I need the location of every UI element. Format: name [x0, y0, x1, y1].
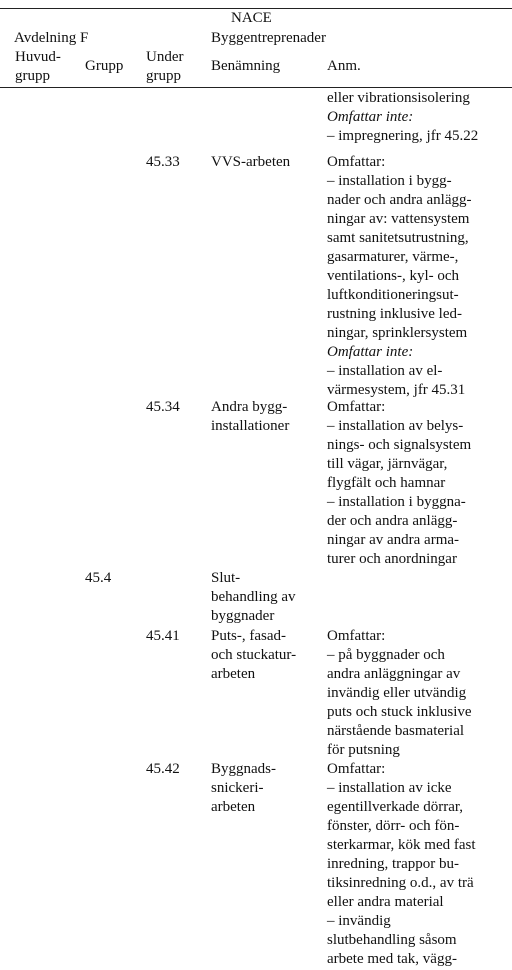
- avdelning-label: Avdelning F: [14, 30, 89, 46]
- anm-line: invändig eller utvändig: [327, 685, 467, 701]
- anm-line: värmesystem, jfr 45.31: [327, 382, 466, 398]
- benamning-line: VVS-arbeten: [211, 154, 291, 170]
- anm-line: turer och anordningar: [327, 551, 457, 567]
- anm-line: – installation i bygg-: [327, 173, 452, 189]
- anm-line: gasarmaturer, värme-,: [327, 249, 459, 265]
- undergrupp-code: 45.34: [146, 399, 180, 415]
- anm-line: Omfattar:: [327, 399, 386, 415]
- anm-line: ningar av: vattensystem: [327, 211, 470, 227]
- section-title: Byggentreprenader: [211, 30, 326, 46]
- benamning-line: och stuckatur-: [211, 647, 297, 663]
- undergrupp-code: 45.42: [146, 761, 180, 777]
- anm-line: samt sanitetsutrustning,: [327, 230, 469, 246]
- col-header-huvudgrupp-2: grupp: [15, 68, 50, 84]
- anm-line: nings- och signalsystem: [327, 437, 472, 453]
- benamning-line: installationer: [211, 418, 290, 434]
- anm-line: Omfattar:: [327, 628, 386, 644]
- anm-line: för putsning: [327, 742, 400, 758]
- anm-line: der och andra anlägg-: [327, 513, 458, 529]
- anm-line: rustning inklusive led-: [327, 306, 462, 322]
- benamning-line: Byggnads-: [211, 761, 276, 777]
- anm-line: Omfattar:: [327, 761, 386, 777]
- anm-line: – impregnering, jfr 45.22: [327, 128, 479, 144]
- anm-line: inredning, trappor bu-: [327, 856, 460, 872]
- undergrupp-code: 45.33: [146, 154, 180, 170]
- anm-line: – installation av belys-: [327, 418, 464, 434]
- anm-line: puts och stuck inklusive: [327, 704, 472, 720]
- anm-line: luftkonditioneringsut-: [327, 287, 459, 303]
- anm-line: eller vibrationsisolering: [327, 90, 470, 106]
- anm-line: Omfattar inte:: [327, 109, 414, 125]
- benamning-line: Puts-, fasad-: [211, 628, 286, 644]
- anm-line: andra anläggningar av: [327, 666, 461, 682]
- anm-line: – invändig: [327, 913, 391, 929]
- anm-line: tiksinredning o.d., av trä: [327, 875, 474, 891]
- anm-line: sterkarmar, kök med fast: [327, 837, 476, 853]
- grupp-code: 45.4: [85, 570, 112, 586]
- anm-line: – på byggnader och: [327, 647, 445, 663]
- col-header-undergrupp-1: Under: [146, 49, 184, 65]
- anm-line: till vägar, järnvägar,: [327, 456, 448, 472]
- anm-line: ningar av andra arma-: [327, 532, 460, 548]
- benamning-line: Andra bygg-: [211, 399, 288, 415]
- anm-line: – installation i byggna-: [327, 494, 466, 510]
- col-header-benamning: Benämning: [211, 58, 281, 74]
- anm-line: nader och andra anlägg-: [327, 192, 472, 208]
- col-header-anm: Anm.: [327, 58, 361, 74]
- anm-line: närstående basmaterial: [327, 723, 465, 739]
- nace-label: NACE: [231, 10, 272, 26]
- anm-line: ningar, sprinklersystem: [327, 325, 468, 341]
- benamning-line: snickeri-: [211, 780, 264, 796]
- anm-line: – installation av el-: [327, 363, 443, 379]
- benamning-line: behandling av: [211, 589, 296, 605]
- benamning-line: arbeten: [211, 799, 256, 815]
- benamning-line: byggnader: [211, 608, 275, 624]
- col-header-undergrupp-2: grupp: [146, 68, 181, 84]
- anm-line: arbete med tak, vägg-: [327, 951, 457, 967]
- anm-line: eller andra material: [327, 894, 444, 910]
- anm-line: Omfattar:: [327, 154, 386, 170]
- col-header-grupp: Grupp: [85, 58, 124, 74]
- benamning-line: Slut-: [211, 570, 241, 586]
- anm-line: ventilations-, kyl- och: [327, 268, 460, 284]
- anm-line: egentillverkade dörrar,: [327, 799, 463, 815]
- col-header-huvudgrupp-1: Huvud-: [15, 49, 61, 65]
- anm-line: flygfält och hamnar: [327, 475, 446, 491]
- anm-line: Omfattar inte:: [327, 344, 414, 360]
- anm-line: fönster, dörr- och fön-: [327, 818, 460, 834]
- undergrupp-code: 45.41: [146, 628, 180, 644]
- header-rule: [0, 87, 512, 88]
- anm-line: slutbehandling såsom: [327, 932, 457, 948]
- benamning-line: arbeten: [211, 666, 256, 682]
- anm-line: – installation av icke: [327, 780, 452, 796]
